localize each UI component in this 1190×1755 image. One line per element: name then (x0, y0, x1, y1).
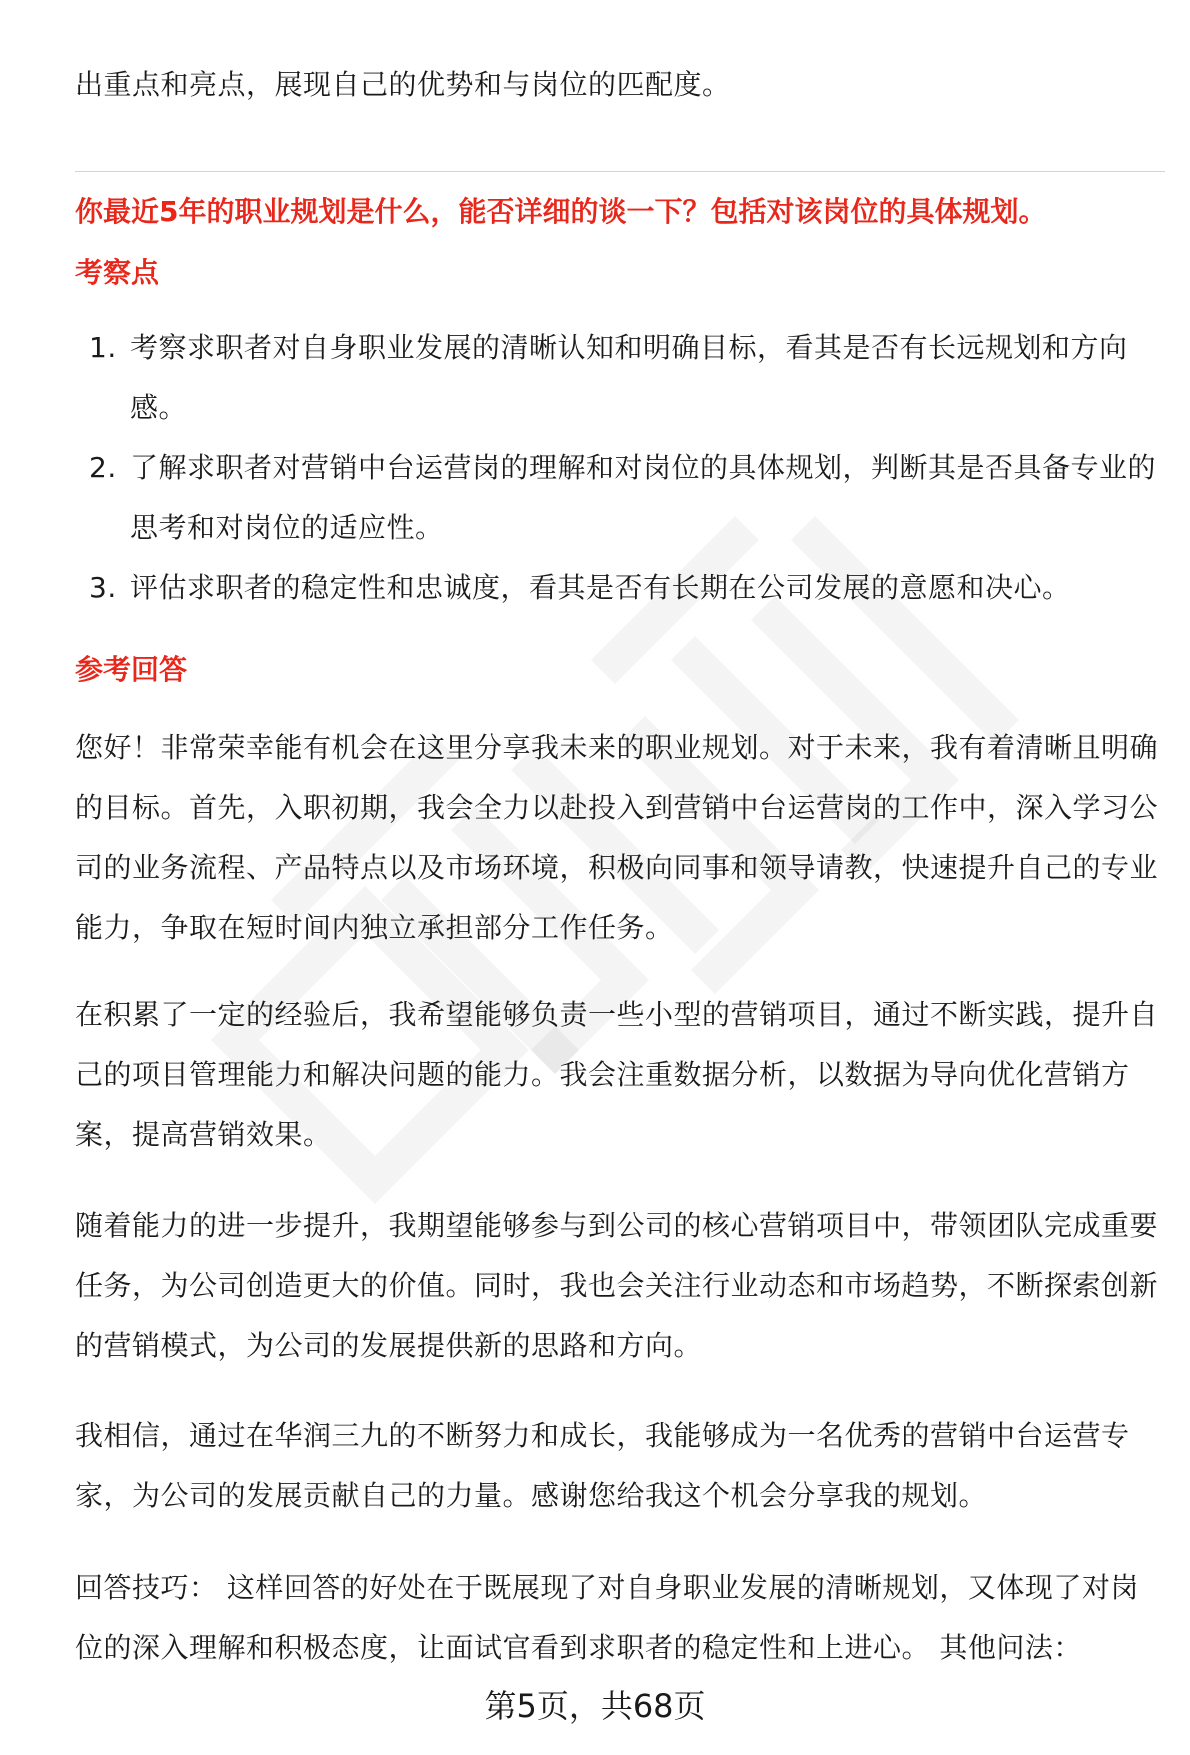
page-number: 第5页，共68页 (484, 1687, 706, 1725)
list-item (75, 438, 1165, 558)
answer-tips-paragraph: 回答技巧： 这样回答的好处在于既展现了对自身职业发展的清晰规划，又体现了对岗位的深入理解和积极态度，让面试官看到求职者的稳定性和上进心。 其他问法： (75, 1571, 1139, 1664)
answer-paragraph: 随着能力的进一步提升，我期望能够参与到公司的核心营销项目中，带领团队完成重要任务，为公司创造更大的价值。同时，我也会关注行业动态和市场趋势，不断探索创新的营销模式，为公司的发展提供新的思路和方向。 (75, 1209, 1159, 1362)
assessment-points-heading: 考察点 (75, 256, 160, 289)
answer-paragraph: 在积累了一定的经验后，我希望能够负责一些小型的营销项目，通过不断实践，提升自己的项目管理能力和解决问题的能力。我会注重数据分析，以数据为导向优化营销方案，提高营销效果。 (75, 998, 1159, 1151)
assessment-points-list (75, 318, 1165, 618)
answer-paragraph: 您好！非常荣幸能有机会在这里分享我未来的职业规划。对于未来，我有着清晰且明确的目标。首先，入职初期，我会全力以赴投入到营销中台运营岗的工作中，深入学习公司的业务流程、产品特点以及市场环境，积极向同事和领导请教，快速提升自己的专业能力，争取在短时间内独立承担部分工作任务。 (75, 731, 1159, 944)
answer-paragraph: 我相信，通过在华润三九的不断努力和成长，我能够成为一名优秀的营销中台运营专家，为公司的发展贡献自己的力量。感谢您给我这个机会分享我的规划。 (75, 1419, 1130, 1512)
list-item (75, 318, 1165, 438)
list-item (75, 558, 1165, 618)
list-item-text: 考察求职者对自身职业发展的清晰认知和明确目标，看其是否有长远规划和方向感。 (130, 331, 1128, 424)
list-item-text: 评估求职者的稳定性和忠诚度，看其是否有长期在公司发展的意愿和决心。 (130, 571, 1071, 604)
intro-paragraph: 出重点和亮点，展现自己的优势和与岗位的匹配度。 (75, 68, 731, 101)
list-item-number: 3. (89, 571, 117, 604)
list-item-text: 了解求职者对营销中台运营岗的理解和对岗位的具体规划，判断其是否具备专业的思考和对岗位的适应性。 (130, 451, 1157, 544)
reference-answer-heading: 参考回答 (75, 653, 188, 686)
list-item-number: 1. (89, 331, 117, 364)
list-item-number: 2. (89, 451, 117, 484)
question-heading: 你最近5年的职业规划是什么，能否详细的谈一下？包括对该岗位的具体规划。 (75, 195, 1047, 228)
section-divider (75, 171, 1165, 172)
